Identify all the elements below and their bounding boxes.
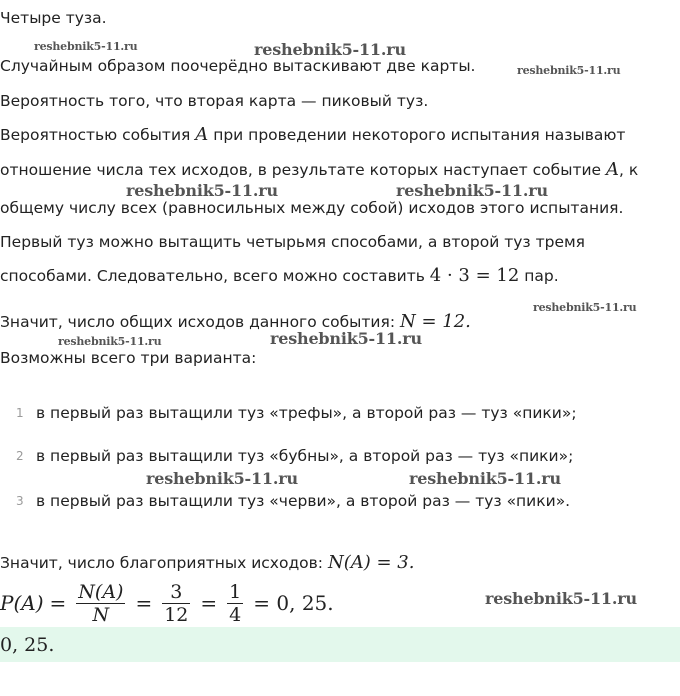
watermark: reshebnik5-11.ru bbox=[126, 181, 278, 200]
definition-line-3: общему числу всех (равносильных между собой) исходов этого испытания. bbox=[0, 199, 624, 217]
watermark: reshebnik5-11.ru bbox=[34, 40, 138, 53]
fraction-denominator: N bbox=[92, 603, 110, 626]
fraction-numerator: 1 bbox=[229, 580, 242, 603]
watermark: reshebnik5-11.ru bbox=[396, 181, 548, 200]
reasoning-line-2: способами. Следовательно, всего можно составить 4 · 3 = 12 пар. bbox=[0, 265, 559, 286]
watermark: reshebnik5-11.ru bbox=[409, 469, 561, 488]
definition-line-2: отношение числа тех исходов, в результате которых наступает событие A, к bbox=[0, 159, 639, 180]
formula-lhs: P(A) bbox=[0, 591, 44, 615]
answer-box bbox=[0, 627, 680, 662]
watermark: reshebnik5-11.ru bbox=[146, 469, 298, 488]
list-item: в первый раз вытащили туз «черви», а второй раз — туз «пики». bbox=[36, 492, 571, 510]
event-symbol: A bbox=[606, 159, 620, 180]
watermark: reshebnik5-11.ru bbox=[58, 335, 162, 348]
variants-intro: Возможны всего три варианта: bbox=[0, 349, 257, 367]
fraction-denominator: 12 bbox=[164, 603, 189, 626]
total-outcomes-formula: N = 12. bbox=[399, 311, 471, 332]
list-item: в первый раз вытащили туз «трефы», а второй раз — туз «пики»; bbox=[36, 404, 577, 422]
list-number: 3 bbox=[16, 494, 24, 508]
formula-eq: = bbox=[135, 591, 153, 615]
fraction bbox=[227, 581, 243, 626]
favorable-outcomes-line: Значит, число благоприятных исходов: N(A) = 3. bbox=[0, 552, 415, 573]
watermark: reshebnik5-11.ru bbox=[254, 40, 406, 59]
fraction-denominator: 4 bbox=[229, 603, 242, 626]
fraction bbox=[76, 581, 125, 626]
answer-value: 0, 25. bbox=[0, 634, 55, 656]
list-item: в первый раз вытащили туз «бубны», а второй раз — туз «пики»; bbox=[36, 447, 574, 465]
probability-formula bbox=[0, 578, 334, 628]
watermark: reshebnik5-11.ru bbox=[517, 64, 621, 77]
fraction-numerator: 3 bbox=[170, 580, 183, 603]
fraction-numerator: N(A) bbox=[78, 580, 124, 603]
formula-eq: = bbox=[49, 591, 67, 615]
total-outcomes-line: Значит, число общих исходов данного события: N = 12. bbox=[0, 311, 471, 332]
watermark: reshebnik5-11.ru bbox=[533, 301, 637, 314]
watermark: reshebnik5-11.ru bbox=[485, 589, 637, 608]
watermark: reshebnik5-11.ru bbox=[270, 329, 422, 348]
event-symbol: A bbox=[195, 124, 209, 145]
reasoning-line-1: Первый туз можно вытащить четырьмя способами, а второй туз тремя bbox=[0, 233, 586, 251]
fraction bbox=[162, 581, 190, 626]
condition-draw: Случайным образом поочерёдно вытаскивают две карты. bbox=[0, 57, 476, 75]
formula-eq: = bbox=[200, 591, 218, 615]
list-number: 2 bbox=[16, 449, 24, 463]
pairs-formula: 4 · 3 = 12 bbox=[429, 265, 520, 286]
formula-result: = 0, 25. bbox=[253, 591, 334, 615]
favorable-outcomes-formula: N(A) = 3. bbox=[327, 552, 415, 573]
condition-question: Вероятность того, что вторая карта — пиковый туз. bbox=[0, 92, 429, 110]
list-number: 1 bbox=[16, 406, 24, 420]
task-title: Четыре туза. bbox=[0, 9, 107, 27]
definition-line-1: Вероятностью события A при проведении некоторого испытания называют bbox=[0, 124, 626, 145]
